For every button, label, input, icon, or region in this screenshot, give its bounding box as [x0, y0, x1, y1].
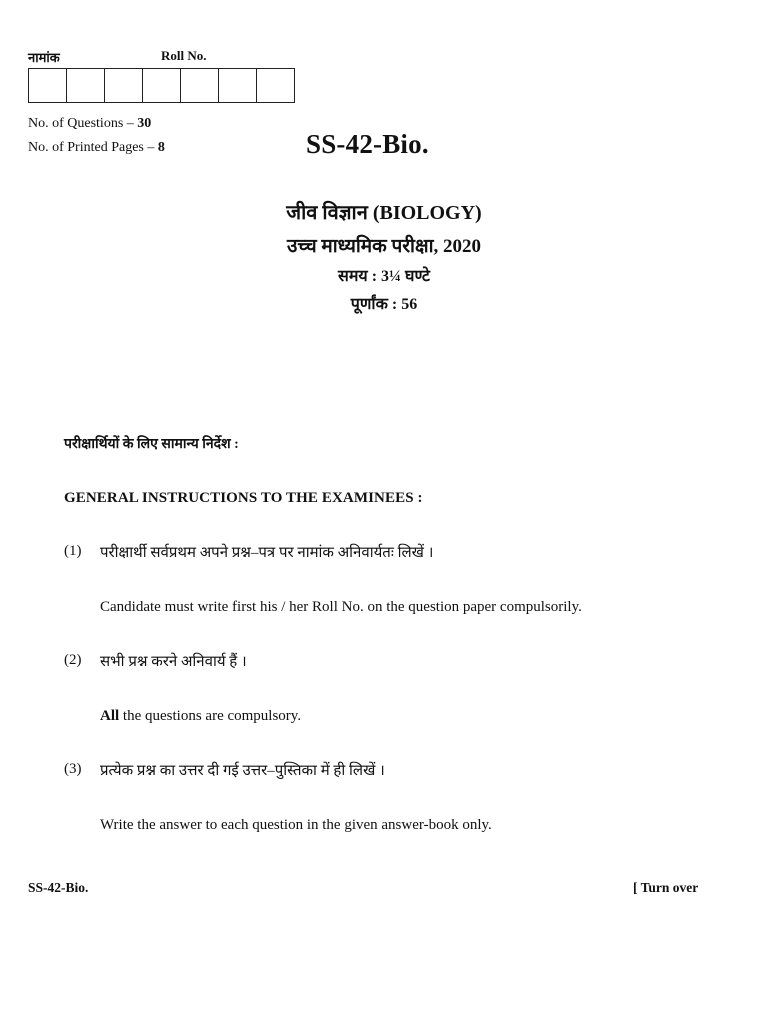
- exam-title: उच्च माध्यमिक परीक्षा, 2020: [287, 236, 481, 257]
- roll-number-box[interactable]: [67, 69, 105, 102]
- instruction-text-body: Write the answer to each question in the given answer-book only.: [100, 817, 492, 833]
- printed-pages-label: No. of Printed Pages –: [28, 140, 155, 155]
- instruction-number: (3): [64, 761, 82, 777]
- turn-over-note: [ Turn over: [633, 880, 699, 895]
- roll-number-box[interactable]: [105, 69, 143, 102]
- roll-number-box[interactable]: [143, 69, 181, 102]
- instruction-number: (2): [64, 652, 82, 668]
- instruction-text-hindi: सभी प्रश्न करने अनिवार्य हैं ।: [100, 654, 247, 670]
- roll-number-label: Roll No.: [161, 48, 207, 63]
- instruction-number: (1): [64, 543, 82, 559]
- roll-number-box[interactable]: [181, 69, 219, 102]
- subject-title: जीव विज्ञान (BIOLOGY): [286, 202, 482, 224]
- questions-count: [28, 116, 151, 132]
- paper-code: SS-42-Bio.: [306, 129, 429, 159]
- printed-pages-value: 8: [157, 140, 165, 155]
- time-allowed: समय : 3¼ घण्टे: [338, 268, 430, 285]
- footer-paper-code: SS-42-Bio.: [28, 880, 89, 895]
- instruction-text-body: the questions are compulsory.: [119, 708, 302, 724]
- roll-number-label-hindi: नामांक: [28, 50, 60, 65]
- maximum-marks: पूर्णांक : 56: [350, 296, 418, 313]
- instruction-text-hindi: प्रत्येक प्रश्न का उत्तर दी गई उत्तर–पुस्तिका में ही लिखें ।: [100, 763, 385, 779]
- roll-number-box[interactable]: [29, 69, 67, 102]
- roll-number-box[interactable]: [219, 69, 257, 102]
- roll-number-boxes: [28, 68, 295, 103]
- instruction-text-body: Candidate must write first his / her Roll No. on the question paper compulsorily.: [100, 599, 582, 615]
- instructions-heading-hindi: परीक्षार्थियों के लिए सामान्य निर्देश :: [64, 437, 239, 452]
- printed-pages-count: [28, 140, 165, 156]
- instruction-emphasis: All: [100, 708, 120, 724]
- instruction-text-hindi: परीक्षार्थी सर्वप्रथम अपने प्रश्न–पत्र पर नामांक अनिवार्यतः लिखें ।: [100, 545, 434, 561]
- questions-count-value: 30: [137, 116, 152, 131]
- roll-number-box[interactable]: [257, 69, 294, 102]
- instruction-text: [100, 708, 301, 725]
- instruction-text: [100, 817, 492, 834]
- instructions-heading: GENERAL INSTRUCTIONS TO THE EXAMINEES :: [64, 490, 423, 506]
- instruction-text: [100, 599, 582, 616]
- questions-count-label: No. of Questions –: [28, 116, 134, 131]
